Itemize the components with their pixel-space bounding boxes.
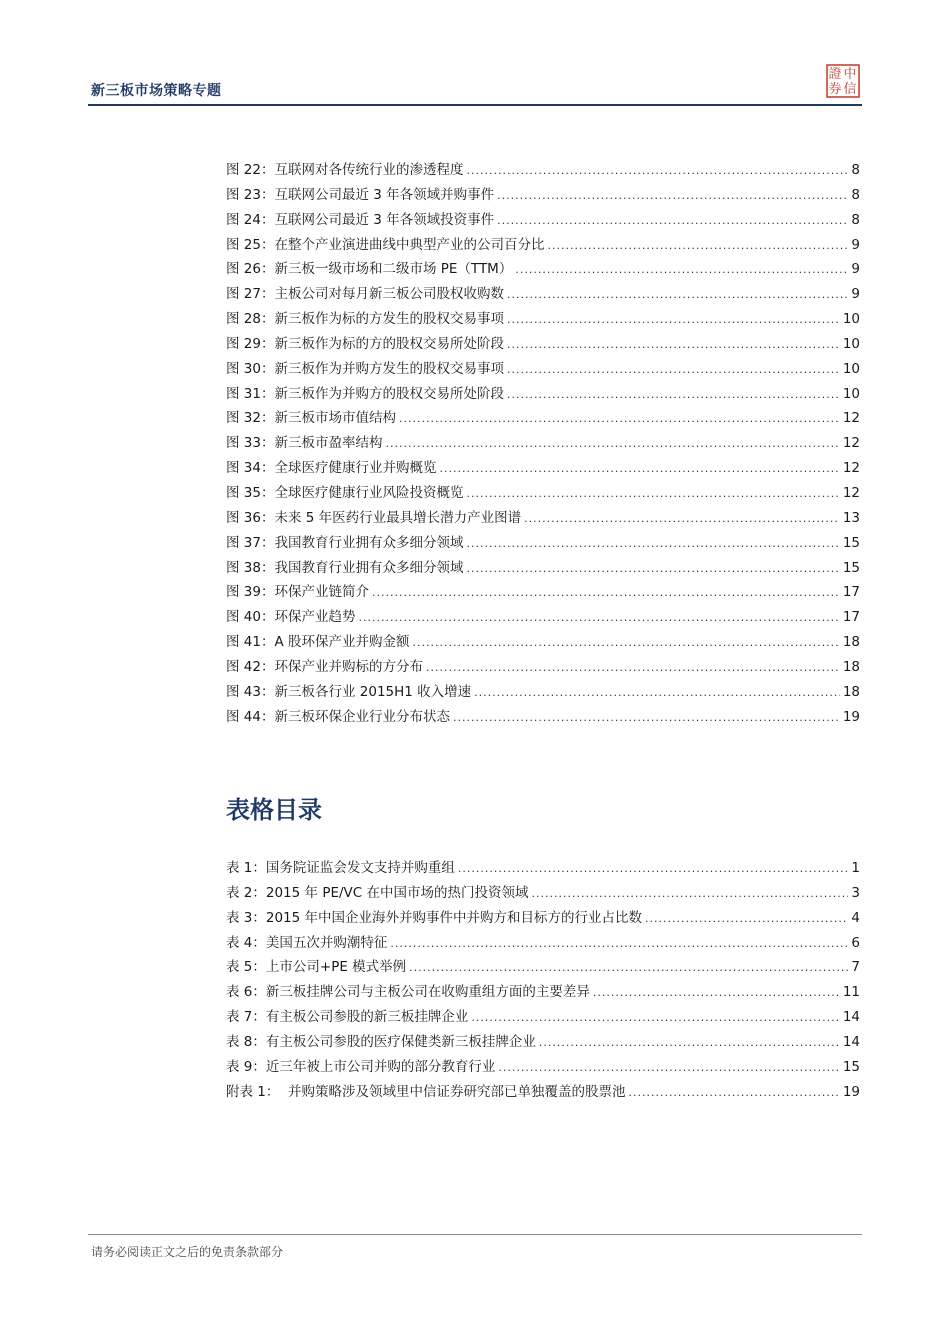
toc-entry-page: 8 — [851, 211, 860, 228]
leader-dots — [507, 363, 840, 376]
toc-entry-label: 图 25：在整个产业演进曲线中典型产业的公司百分比 — [226, 236, 545, 253]
toc-entry-page: 10 — [842, 335, 860, 352]
toc-entry-label: 表 9：近三年被上市公司并购的部分教育行业 — [226, 1058, 496, 1075]
toc-entry-page: 4 — [851, 909, 860, 926]
leader-dots — [413, 636, 840, 649]
toc-entry-page: 6 — [851, 934, 860, 951]
toc-entry-page: 12 — [842, 435, 860, 452]
toc-entry[interactable] — [226, 307, 860, 332]
toc-entry-label: 表 1：国务院证监会发文支持并购重组 — [226, 860, 455, 876]
toc-entry-label: 图 22：互联网对各传统行业的渗透程度 — [226, 162, 464, 178]
toc-entry-page: 10 — [842, 385, 860, 402]
leader-dots — [372, 586, 840, 599]
toc-entry[interactable] — [226, 506, 860, 531]
logo-char-1: 中 — [843, 67, 857, 82]
toc-entry-label: 图 30：新三板作为并购方发生的股权交易事项 — [226, 360, 504, 377]
toc-entry-label: 图 26：新三板一级市场和二级市场 PE（TTM） — [226, 261, 513, 278]
leader-dots — [453, 711, 840, 724]
logo-char-3: 證 — [828, 67, 842, 82]
toc-entry-label: 图 41：A 股环保产业并购金额 — [226, 634, 410, 651]
toc-entry-page: 14 — [842, 1009, 860, 1026]
leader-dots — [390, 937, 848, 950]
footer-divider — [88, 1234, 862, 1235]
toc-entry-label: 图 44：新三板环保企业行业分布状态 — [226, 708, 450, 725]
toc-entry[interactable] — [226, 382, 860, 407]
toc-entry-page: 9 — [851, 286, 860, 303]
toc-entry-page: 13 — [842, 509, 860, 526]
toc-entry[interactable] — [226, 1080, 860, 1105]
toc-entry-page: 19 — [842, 1083, 860, 1100]
toc-entry-label: 图 39：环保产业链简介 — [226, 584, 369, 601]
toc-entry-page: 9 — [851, 261, 860, 278]
leader-dots — [458, 862, 849, 875]
leader-dots — [474, 686, 840, 699]
toc-entry-label: 图 42：环保产业并购标的方分布 — [226, 658, 423, 675]
toc-entry[interactable] — [226, 456, 860, 481]
toc-entry-page: 10 — [842, 311, 860, 328]
toc-entry-label: 表 3：2015 年中国企业海外并购事件中并购方和目标方的行业占比数 — [226, 909, 643, 926]
toc-entry-label: 表 8：有主板公司参股的医疗保健类新三板挂牌企业 — [226, 1033, 536, 1050]
toc-entry-page: 14 — [842, 1033, 860, 1050]
toc-entry[interactable] — [226, 630, 860, 655]
toc-entry-page: 18 — [842, 634, 860, 651]
toc-entry-page: 12 — [842, 410, 860, 427]
toc-entry[interactable] — [226, 357, 860, 382]
toc-entry-label: 附表 1： 并购策略涉及领域里中信证券研究部已单独覆盖的股票池 — [226, 1083, 626, 1100]
leader-dots — [497, 189, 848, 202]
toc-entry[interactable] — [226, 481, 860, 506]
toc-entry-page: 10 — [842, 360, 860, 377]
toc-entry-label: 图 34：全球医疗健康行业并购概览 — [226, 460, 437, 477]
toc-entry[interactable] — [226, 705, 860, 730]
toc-entry-label: 图 38：我国教育行业拥有众多细分领域 — [226, 559, 464, 576]
toc-entry[interactable] — [226, 158, 860, 183]
toc-entry-page: 12 — [842, 484, 860, 501]
toc-entry-label: 表 4：美国五次并购潮特征 — [226, 934, 388, 951]
toc-entry-page: 12 — [842, 460, 860, 477]
toc-entry-page: 19 — [842, 708, 860, 725]
tables-section-title: 表格目录 — [226, 796, 322, 824]
toc-entry-label: 图 37：我国教育行业拥有众多细分领域 — [226, 534, 464, 551]
toc-entry[interactable] — [226, 332, 860, 357]
toc-entry-page: 8 — [851, 186, 860, 203]
toc-entry[interactable] — [226, 233, 860, 258]
leader-dots — [399, 412, 840, 425]
leader-dots — [409, 961, 848, 974]
toc-entry-page: 15 — [842, 534, 860, 551]
toc-entry[interactable] — [226, 980, 860, 1005]
leader-dots — [466, 562, 839, 575]
leader-dots — [498, 1061, 839, 1074]
toc-entry[interactable] — [226, 856, 860, 881]
toc-entry-label: 图 43：新三板各行业 2015H1 收入增速 — [226, 683, 472, 700]
page-header-title: 新三板市场策略专题 — [91, 83, 222, 99]
toc-entry[interactable] — [226, 655, 860, 680]
toc-entry-label: 图 27：主板公司对每月新三板公司股权收购数 — [226, 286, 504, 303]
leader-dots — [515, 263, 848, 276]
toc-entry-page: 15 — [842, 559, 860, 576]
toc-entry[interactable] — [226, 406, 860, 431]
toc-entry-label: 表 6：新三板挂牌公司与主板公司在收购重组方面的主要差异 — [226, 984, 590, 1001]
toc-entry-label: 图 35：全球医疗健康行业风险投资概览 — [226, 484, 464, 501]
leader-dots — [426, 661, 840, 674]
toc-entry-page: 8 — [851, 162, 860, 178]
leader-dots — [497, 214, 848, 227]
toc-entry-page: 3 — [851, 884, 860, 901]
footer-disclaimer[interactable]: 请务必阅读正文之后的免责条款部分 — [91, 1245, 284, 1259]
toc-entry-label: 图 40：环保产业趋势 — [226, 609, 356, 626]
figure-list — [226, 158, 860, 729]
toc-entry[interactable] — [226, 183, 860, 208]
leader-dots — [507, 313, 840, 326]
toc-entry[interactable] — [226, 208, 860, 233]
toc-entry-label: 图 31：新三板作为并购方的股权交易所处阶段 — [226, 385, 504, 402]
toc-entry-page: 17 — [842, 584, 860, 601]
toc-entry-label: 图 24：互联网公司最近 3 年各领域投资事件 — [226, 211, 495, 228]
leader-dots — [466, 487, 839, 500]
toc-entry-page: 1 — [851, 860, 860, 876]
toc-entry-label: 表 2：2015 年 PE/VC 在中国市场的热门投资领域 — [226, 884, 529, 901]
leader-dots — [466, 537, 839, 550]
citic-securities-logo — [826, 64, 860, 98]
leader-dots — [466, 164, 848, 177]
leader-dots — [471, 1011, 839, 1024]
toc-entry[interactable] — [226, 556, 860, 581]
toc-entry[interactable] — [226, 282, 860, 307]
leader-dots — [524, 512, 840, 525]
leader-dots — [532, 887, 849, 900]
toc-entry[interactable] — [226, 881, 860, 906]
toc-entry-label: 表 5：上市公司+PE 模式举例 — [226, 959, 407, 976]
leader-dots — [547, 239, 848, 252]
toc-entry[interactable] — [226, 605, 860, 630]
logo-char-2: 信 — [843, 82, 857, 97]
toc-entry[interactable] — [226, 531, 860, 556]
toc-entry-page: 15 — [842, 1058, 860, 1075]
toc-entry-page: 9 — [851, 236, 860, 253]
table-list — [226, 856, 860, 1104]
toc-entry-page: 7 — [851, 959, 860, 976]
toc-entry-page: 18 — [842, 683, 860, 700]
leader-dots — [645, 912, 848, 925]
toc-entry[interactable] — [226, 1055, 860, 1080]
leader-dots — [507, 288, 848, 301]
leader-dots — [507, 338, 840, 351]
toc-entry[interactable] — [226, 580, 860, 605]
toc-entry-page: 11 — [842, 984, 860, 1001]
toc-entry-label: 图 33：新三板市盈率结构 — [226, 435, 383, 452]
leader-dots — [507, 388, 840, 401]
leader-dots — [539, 1036, 840, 1049]
toc-entry-page: 17 — [842, 609, 860, 626]
toc-entry-label: 图 36：未来 5 年医药行业最具增长潜力产业图谱 — [226, 509, 522, 526]
toc-entry[interactable] — [226, 955, 860, 980]
leader-dots — [385, 437, 839, 450]
toc-entry-label: 图 23：互联网公司最近 3 年各领域并购事件 — [226, 186, 495, 203]
header-divider — [88, 104, 862, 106]
leader-dots — [439, 462, 839, 475]
toc-entry-page: 18 — [842, 658, 860, 675]
toc-entry[interactable] — [226, 906, 860, 931]
leader-dots — [628, 1086, 839, 1099]
toc-entry-label: 表 7：有主板公司参股的新三板挂牌企业 — [226, 1009, 469, 1026]
toc-entry[interactable] — [226, 257, 860, 282]
toc-entry-label: 图 32：新三板市场市值结构 — [226, 410, 396, 427]
toc-entry[interactable] — [226, 680, 860, 705]
toc-entry-label: 图 28：新三板作为标的方发生的股权交易事项 — [226, 311, 504, 328]
toc-entry[interactable] — [226, 1030, 860, 1055]
leader-dots — [358, 611, 839, 624]
toc-entry[interactable] — [226, 431, 860, 456]
toc-entry[interactable] — [226, 931, 860, 956]
leader-dots — [593, 986, 840, 999]
logo-char-4: 券 — [828, 82, 842, 97]
toc-entry-label: 图 29：新三板作为标的方的股权交易所处阶段 — [226, 335, 504, 352]
toc-entry[interactable] — [226, 1005, 860, 1030]
